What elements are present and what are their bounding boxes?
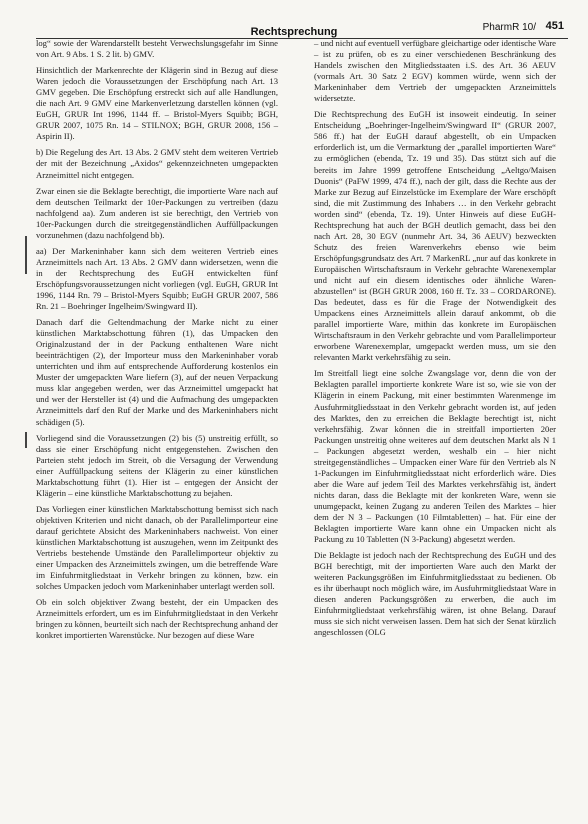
right-column <box>314 38 556 643</box>
paragraph: Vorliegend sind die Voraussetzungen (2) bis (5) unstreitig erfüllt, so dass sie einer Erschöpfung nicht entgegenstehen. Zwischen den Parteien steht jedoch im Streit, ob die Versagung der Verwendung einer Auffüllpackung seitens der Klägerin zu einer künstlichen Marktabschottung führt (1). Hier ist – entgegen der Ansicht der Klägerin – eine künstliche Marktabschottung zu bejahen. <box>36 432 278 498</box>
paragraph: Danach darf die Geltendmachung der Marke nicht zu einer künstlichen Marktabschottung führen (1), das Umpacken den Originalzustand der in der Packung enthaltenen Ware nicht beeinträchtigen (2), der Importeur muss den Markeninhaber vorab unterrichten und ihm auf entsprechende Aufforderung kostenlos ein Muster der umgepackten Ware liefern (3), auf der neuen Verpackung muss klar angegeben werden, wer das Arzneimittel umgepackt hat und wer der Hersteller ist (4) und die Aufmachung des umgepackten Arzneimittels darf den Ruf der Marke und des Markeninhabers nicht schädigen (5). <box>36 317 278 427</box>
paragraph: Im Streitfall liegt eine solche Zwangslage vor, denn die von der Beklagten parallel importierte konkrete Ware ist so, wie sie von der Klägerin in einem Packung, mit einer bestimmten Warenmenge im Ausfuhrmitgliedsstaat in den Verkehr gebracht worden ist, auf jeden des Marktes, den zu erreichen die Beklagte berechtigt ist, nicht verkehrsfähig. Zwar können die in streitfall importierten 20er Packungen unstreitig ohne weiteres auf dem deutschen Markt als N 1 – Packungen abgesetzt werden, weshalb ein – hier nicht streitgegenständliches – Umpacken einer Ware für den Vertrieb als N 1-Packungen im Einfuhrmitgliedsstaat nicht erforderlich wäre. Dies aber die Ware auf jedem Teil des Marktes verkehrsfähig ist, ändert nichts daran, dass die Beklagte mit der konkreten Ware, wenn sie unumgepackt, keinen Zugang zu anderen Teilen des Marktes – hier dem der N 3 – Packungen (10 Filmtabletten) – hat. Für eine der Beklagten importierte Ware kann ohne ein Umpacken nicht als Packung zu 10 Tabletten (N 3-Packung) abgesetzt werden. <box>314 368 556 545</box>
paragraph: Hinsichtlich der Markenrechte der Klägerin sind in Bezug auf diese Waren jedoch die Voraussetzungen der Erschöpfung nach Art. 13 GMV gegeben. Die Erschöpfung erstreckt sich auf alle Handlungen, die nach Art. 9 GMV eine Markenverletzung darstellen können (vgl. EuGH, GRUR Int 1996, 1144 ff. – Bristol-Myers Squibb; BGH, GRUR 2007, 1075 Rn. 14 – STILNOX; BGH, GRUR 2008, 156 – Aspirin II). <box>36 65 278 142</box>
paragraph: Die Beklagte ist jedoch nach der Rechtsprechung des EuGH und des BGH berechtigt, mit der importierten Ware auch den Markt der weiteren Packungsgrößen im Einfuhrmitgliedsstaat zu bedienen. Ob es ihr überhaupt noch möglich wäre, im Ausfuhrmitgliedstaat Ware in diesen anderen Packungsgrößen zu erwerben, die auch im Einfuhrmitgliedstaat verkehrsfähig wären, ist ohne Belang. Darauf muss sie sich nicht verweisen lassen. Dem hat sich der Senat kürzlich angeschlossen (OLG <box>314 550 556 638</box>
margin-bar <box>25 236 27 274</box>
left-column <box>36 38 278 646</box>
section-title: Rechtsprechung <box>250 26 338 38</box>
page-header <box>0 12 588 40</box>
paragraph: Die Rechtsprechung des EuGH ist insoweit eindeutig. In seiner Entscheidung „Boehringer-Ingelheim/Swingward II“ (GRUR 2007, 586 ff.) hat der EuGH darauf abgestellt, ob ein Umpacken erforderlich ist, um die Vermarktung der „parallel importierten Ware“ zu ermöglichen (ebenda, Tz. 19 und 35). Das stützt sich auf die bereits im Jahre 1999 getroffene Entscheidung „Aeltgo/Maisen Duonis“ (PaFW 1999, 474 ff.), nach der gilt, dass die Rechte aus der Marke zur Bezug auf Einzelstücke im Exemplare der Ware erschöpft sind, die mit Zustimmung des Inhabers … in den Verkehr gebracht worden sind“ (ebenda, Tz. 19). Unter Hinweis auf diese EuGH-Rechtsprechung hat auch der BGH deutlich gemacht, dass bei den nach Art. 28, 30 EGV (nunmehr Art. 34, 36 AEUV) bezweckten Schutz des freien Warenverkehrs ebenso wie beim Erschöpfungsgrundsatz des Art. 7 MarkenRL „nur auf das konkrete in Europäischen Wirtschaftsraum in Verkehr gebrachte Warenexemplar und nicht auf ein diesem identisches oder ähnliche Waren-abzustellen“ ist (BGH GRUR 2008, 160 ff. Tz. 33 – CORDARONE). Das bedeutet, dass es für die Frage der Notwendigkeit des Umpackens eines Arzneimittels allein darauf ankommt, ob die parallel importierte Ware, mithin das konkrete im Europäischen Wirtschaftsraum in den Verkehr gebrachte und vom Parallelimporteur erworbene Warenexemplar, umgepackt werden muss, um sie den relevanten Markt verkehrsfähig zu sein. <box>314 109 556 363</box>
paragraph: Das Vorliegen einer künstlichen Marktabschottung bemisst sich nach objektiven Kriterien und nicht danach, ob der Parallelimporteur eine darauf gerichtete Absicht des Markeninhabers nachweist. Von einer künstlichen Marktabschottung ist auszugehen, wenn im Zeitpunkt des Vertriebs bestehende Umstände den Parallelimporteur objektiv zu einer Umpacken des Arzneimittels zwingen, um die betreffende Ware im Einfuhrmitgliedstaat in Verkehr bringen zu können, bzw. ein solches Umpacken jedoch vom Markeninhaber unterlagt werden soll. <box>36 503 278 592</box>
paragraph: aa) Der Markeninhaber kann sich dem weiteren Vertrieb eines Arzneimittels nach Art. 13 Abs. 2 GMV dann widersetzen, wenn die in der Rechtsprechung des EuGH entwickelten fünf Erschöpfungsvoraussetzungen nicht vorliegen (vgl. EuGH, GRUR Int 1996, 1144 Rn. 79 – Bristol-Myers Squibb; EuGH GRUR 2007, 586 Rn. 21 – Boehringer Ingelheim/Swingward II). <box>36 245 278 312</box>
paragraph: log“ sowie der Warendarstellt besteht Verwechslungsgefahr im Sinne von Art. 9 Abs. 1 S. 2 lit. b) GMV. <box>36 38 278 60</box>
page-number: 451 <box>545 20 564 32</box>
paragraph: b) Die Regelung des Art. 13 Abs. 2 GMV steht dem weiteren Vertrieb der mit der Bezeichnung „Axidos“ gekennzeichneten umgepackten Arzneimittel nicht entgegen. <box>36 147 278 180</box>
margin-bar <box>25 432 27 448</box>
paragraph: Zwar einen sie die Beklagte berechtigt, die importierte Ware nach auf dem deutschen Teilmarkt der 10er-Packungen zu vertreiben (dazu nachfolgend aa). Zum anderen ist sie berechtigt, den Vertrieb von 10er-Packungen durch die streitgegenständlichen Auffüllpackungen vorzunehmen (dazu nachfolgend bb). <box>36 185 278 240</box>
paragraph: Ob ein solch objektiver Zwang besteht, der ein Umpacken des Arzneimittels erfordert, um es im Einfuhrmitgliedstaat in den Verkehr bringen zu können, beurteilt sich nach der Rechtsprechung anhand der konkret importierten Warenstücke. Nur bezogen auf diese Ware <box>36 597 278 641</box>
journal-issue: PharmR 10/ <box>482 22 536 33</box>
paragraph: – und nicht auf eventuell verfügbare gleichartige oder identische Ware – ist zu prüfen, ob es zu einer verschiedenen Beschränkung des Handels zwischen den Mitgliedsstaaten i.S. des Art. 36 AEUV (vormals Art. 30 Satz 2 EGV) kommen würde, wenn sich der Markeninhaber dem Vertrieb der umgepackten Arzneimittels widersetzte. <box>314 38 556 104</box>
